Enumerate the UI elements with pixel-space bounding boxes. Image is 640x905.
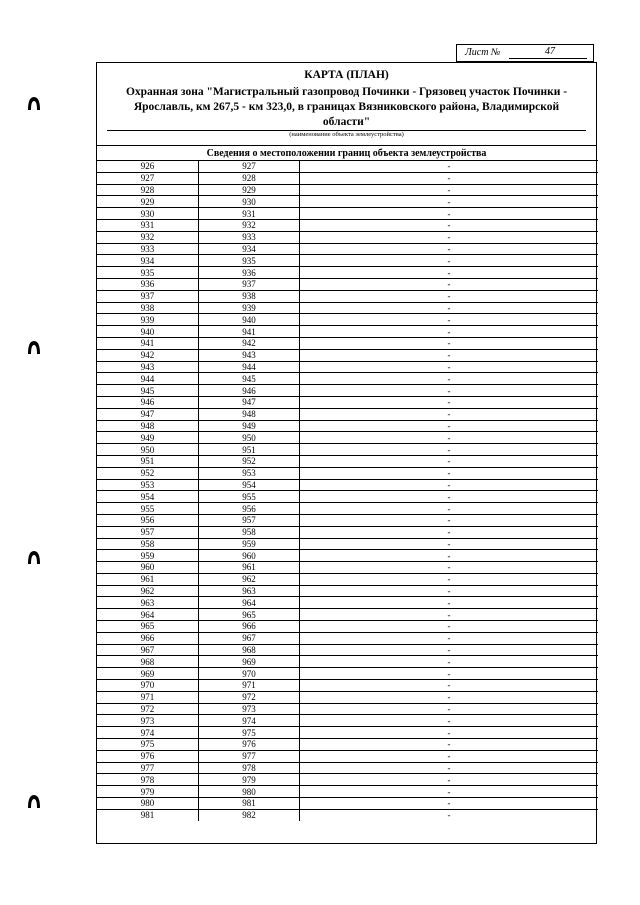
row-value: -	[300, 467, 599, 479]
row-value: -	[300, 408, 599, 420]
row-value: -	[300, 621, 599, 633]
table-row	[97, 349, 598, 361]
table-row	[97, 691, 598, 703]
table-row	[97, 444, 598, 456]
row-from-point: 965	[97, 621, 199, 633]
table-row	[97, 302, 598, 314]
row-to-point: 963	[199, 585, 300, 597]
table-row	[97, 786, 598, 798]
boundary-table-body	[97, 161, 598, 821]
row-from-point: 947	[97, 408, 199, 420]
row-to-point: 928	[199, 172, 300, 184]
table-row	[97, 196, 598, 208]
row-to-point: 971	[199, 680, 300, 692]
row-to-point: 966	[199, 621, 300, 633]
table-row	[97, 326, 598, 338]
row-value: -	[300, 644, 599, 656]
row-value: -	[300, 208, 599, 220]
table-row	[97, 774, 598, 786]
row-from-point: 941	[97, 337, 199, 349]
sheet-number-underline	[509, 58, 587, 59]
row-value: -	[300, 632, 599, 644]
binder-hole-mark	[27, 95, 41, 111]
row-value: -	[300, 337, 599, 349]
table-row	[97, 255, 598, 267]
row-from-point: 950	[97, 444, 199, 456]
table-row	[97, 455, 598, 467]
row-from-point: 948	[97, 420, 199, 432]
row-from-point: 962	[97, 585, 199, 597]
row-value: -	[300, 715, 599, 727]
section-divider	[97, 145, 596, 146]
table-row	[97, 656, 598, 668]
row-value: -	[300, 219, 599, 231]
row-value: -	[300, 161, 599, 173]
row-from-point: 954	[97, 491, 199, 503]
row-from-point: 929	[97, 196, 199, 208]
row-from-point: 927	[97, 172, 199, 184]
row-from-point: 958	[97, 538, 199, 550]
row-value: -	[300, 739, 599, 751]
row-to-point: 927	[199, 161, 300, 173]
row-value: -	[300, 597, 599, 609]
row-from-point: 933	[97, 243, 199, 255]
row-value: -	[300, 491, 599, 503]
row-to-point: 936	[199, 267, 300, 279]
table-row	[97, 314, 598, 326]
row-to-point: 931	[199, 208, 300, 220]
row-to-point: 930	[199, 196, 300, 208]
row-from-point: 940	[97, 326, 199, 338]
row-to-point: 981	[199, 798, 300, 810]
row-value: -	[300, 479, 599, 491]
table-row	[97, 550, 598, 562]
table-row	[97, 680, 598, 692]
table-row	[97, 514, 598, 526]
row-value: -	[300, 302, 599, 314]
table-row	[97, 597, 598, 609]
row-from-point: 959	[97, 550, 199, 562]
row-to-point: 959	[199, 538, 300, 550]
row-value: -	[300, 385, 599, 397]
table-row	[97, 267, 598, 279]
row-from-point: 976	[97, 750, 199, 762]
row-to-point: 934	[199, 243, 300, 255]
row-from-point: 974	[97, 727, 199, 739]
row-to-point: 955	[199, 491, 300, 503]
row-value: -	[300, 196, 599, 208]
table-row	[97, 727, 598, 739]
row-value: -	[300, 526, 599, 538]
row-value: -	[300, 432, 599, 444]
table-row	[97, 479, 598, 491]
row-to-point: 944	[199, 361, 300, 373]
row-to-point: 980	[199, 786, 300, 798]
row-from-point: 972	[97, 703, 199, 715]
row-to-point: 972	[199, 691, 300, 703]
row-from-point: 926	[97, 161, 199, 173]
row-from-point: 949	[97, 432, 199, 444]
row-to-point: 938	[199, 290, 300, 302]
row-from-point: 971	[97, 691, 199, 703]
row-to-point: 949	[199, 420, 300, 432]
row-to-point: 954	[199, 479, 300, 491]
table-row	[97, 809, 598, 820]
row-to-point: 948	[199, 408, 300, 420]
binder-hole-mark	[27, 549, 41, 565]
row-to-point: 975	[199, 727, 300, 739]
table-row	[97, 798, 598, 810]
row-value: -	[300, 656, 599, 668]
row-value: -	[300, 278, 599, 290]
row-from-point: 935	[97, 267, 199, 279]
table-row	[97, 290, 598, 302]
row-to-point: 935	[199, 255, 300, 267]
row-value: -	[300, 538, 599, 550]
row-to-point: 951	[199, 444, 300, 456]
row-value: -	[300, 609, 599, 621]
row-value: -	[300, 184, 599, 196]
table-row	[97, 337, 598, 349]
table-row	[97, 526, 598, 538]
row-to-point: 960	[199, 550, 300, 562]
row-value: -	[300, 455, 599, 467]
boundary-table	[97, 160, 598, 821]
row-to-point: 969	[199, 656, 300, 668]
row-value: -	[300, 550, 599, 562]
row-from-point: 938	[97, 302, 199, 314]
table-row	[97, 573, 598, 585]
table-row	[97, 432, 598, 444]
document-title: КАРТА (ПЛАН)	[304, 69, 389, 81]
row-from-point: 955	[97, 503, 199, 515]
row-from-point: 969	[97, 668, 199, 680]
row-value: -	[300, 703, 599, 715]
row-to-point: 977	[199, 750, 300, 762]
row-from-point: 939	[97, 314, 199, 326]
row-to-point: 978	[199, 762, 300, 774]
row-to-point: 952	[199, 455, 300, 467]
row-from-point: 970	[97, 680, 199, 692]
row-to-point: 956	[199, 503, 300, 515]
table-row	[97, 172, 598, 184]
row-from-point: 946	[97, 396, 199, 408]
table-row	[97, 161, 598, 173]
table-row	[97, 385, 598, 397]
row-to-point: 937	[199, 278, 300, 290]
row-from-point: 973	[97, 715, 199, 727]
table-row	[97, 491, 598, 503]
row-from-point: 952	[97, 467, 199, 479]
row-from-point: 934	[97, 255, 199, 267]
row-to-point: 976	[199, 739, 300, 751]
table-row	[97, 632, 598, 644]
row-to-point: 961	[199, 562, 300, 574]
row-to-point: 979	[199, 774, 300, 786]
row-value: -	[300, 444, 599, 456]
row-from-point: 953	[97, 479, 199, 491]
table-row	[97, 278, 598, 290]
table-row	[97, 396, 598, 408]
row-to-point: 932	[199, 219, 300, 231]
row-from-point: 964	[97, 609, 199, 621]
row-to-point: 946	[199, 385, 300, 397]
row-to-point: 965	[199, 609, 300, 621]
row-from-point: 980	[97, 798, 199, 810]
sheet-number-value: 47	[545, 46, 555, 57]
binder-hole-mark	[27, 339, 41, 355]
table-row	[97, 562, 598, 574]
row-value: -	[300, 255, 599, 267]
table-row	[97, 373, 598, 385]
row-to-point: 945	[199, 373, 300, 385]
row-from-point: 981	[97, 809, 199, 820]
row-to-point: 947	[199, 396, 300, 408]
table-row	[97, 467, 598, 479]
table-row	[97, 408, 598, 420]
table-row	[97, 668, 598, 680]
row-from-point: 966	[97, 632, 199, 644]
row-to-point: 940	[199, 314, 300, 326]
row-from-point: 977	[97, 762, 199, 774]
row-from-point: 945	[97, 385, 199, 397]
row-from-point: 937	[97, 290, 199, 302]
row-to-point: 964	[199, 597, 300, 609]
table-row	[97, 243, 598, 255]
row-to-point: 929	[199, 184, 300, 196]
row-value: -	[300, 762, 599, 774]
row-from-point: 932	[97, 231, 199, 243]
table-row	[97, 420, 598, 432]
row-from-point: 967	[97, 644, 199, 656]
row-to-point: 958	[199, 526, 300, 538]
row-value: -	[300, 562, 599, 574]
row-value: -	[300, 573, 599, 585]
row-from-point: 963	[97, 597, 199, 609]
row-value: -	[300, 691, 599, 703]
row-value: -	[300, 349, 599, 361]
row-value: -	[300, 231, 599, 243]
table-row	[97, 715, 598, 727]
table-row	[97, 750, 598, 762]
table-row	[97, 184, 598, 196]
row-from-point: 968	[97, 656, 199, 668]
row-value: -	[300, 326, 599, 338]
row-value: -	[300, 267, 599, 279]
row-to-point: 943	[199, 349, 300, 361]
table-row	[97, 739, 598, 751]
row-value: -	[300, 809, 599, 820]
row-from-point: 930	[97, 208, 199, 220]
row-value: -	[300, 774, 599, 786]
row-from-point: 961	[97, 573, 199, 585]
row-to-point: 962	[199, 573, 300, 585]
row-value: -	[300, 420, 599, 432]
row-from-point: 957	[97, 526, 199, 538]
table-row	[97, 703, 598, 715]
row-from-point: 936	[97, 278, 199, 290]
row-from-point: 942	[97, 349, 199, 361]
row-value: -	[300, 373, 599, 385]
row-value: -	[300, 290, 599, 302]
row-value: -	[300, 786, 599, 798]
row-to-point: 950	[199, 432, 300, 444]
table-row	[97, 538, 598, 550]
object-name-caption: (наименование объекта землеустройства)	[289, 131, 404, 138]
row-from-point: 944	[97, 373, 199, 385]
table-row	[97, 219, 598, 231]
table-row	[97, 644, 598, 656]
row-to-point: 982	[199, 809, 300, 820]
row-value: -	[300, 680, 599, 692]
row-to-point: 974	[199, 715, 300, 727]
table-row	[97, 231, 598, 243]
row-to-point: 939	[199, 302, 300, 314]
row-from-point: 956	[97, 514, 199, 526]
sheet-number-box	[456, 44, 594, 62]
table-row	[97, 621, 598, 633]
table-row	[97, 503, 598, 515]
row-to-point: 973	[199, 703, 300, 715]
row-value: -	[300, 727, 599, 739]
row-from-point: 975	[97, 739, 199, 751]
row-to-point: 968	[199, 644, 300, 656]
map-plan-frame	[96, 62, 597, 844]
table-row	[97, 762, 598, 774]
table-row	[97, 585, 598, 597]
row-value: -	[300, 243, 599, 255]
row-value: -	[300, 503, 599, 515]
row-to-point: 957	[199, 514, 300, 526]
row-value: -	[300, 668, 599, 680]
row-to-point: 970	[199, 668, 300, 680]
table-row	[97, 208, 598, 220]
row-from-point: 978	[97, 774, 199, 786]
row-to-point: 967	[199, 632, 300, 644]
table-row	[97, 609, 598, 621]
row-value: -	[300, 798, 599, 810]
row-to-point: 953	[199, 467, 300, 479]
sheet-number-label: Лист №	[465, 47, 501, 58]
row-from-point: 979	[97, 786, 199, 798]
row-value: -	[300, 172, 599, 184]
row-from-point: 951	[97, 455, 199, 467]
row-value: -	[300, 514, 599, 526]
row-from-point: 960	[97, 562, 199, 574]
row-from-point: 931	[97, 219, 199, 231]
row-to-point: 942	[199, 337, 300, 349]
row-to-point: 933	[199, 231, 300, 243]
row-value: -	[300, 361, 599, 373]
row-value: -	[300, 585, 599, 597]
object-name: Охранная зона "Магистральный газопровод Починки - Грязовец участок Починки - Ярославль, км 267,5 - км 323,0, в границах Вязниковского района, Владимирской области"	[125, 86, 568, 128]
row-value: -	[300, 396, 599, 408]
binder-hole-mark	[27, 793, 41, 809]
row-from-point: 943	[97, 361, 199, 373]
row-to-point: 941	[199, 326, 300, 338]
row-value: -	[300, 314, 599, 326]
table-row	[97, 361, 598, 373]
row-from-point: 928	[97, 184, 199, 196]
section-title: Сведения о местоположении границ объекта землеустройства	[206, 148, 487, 159]
row-value: -	[300, 750, 599, 762]
